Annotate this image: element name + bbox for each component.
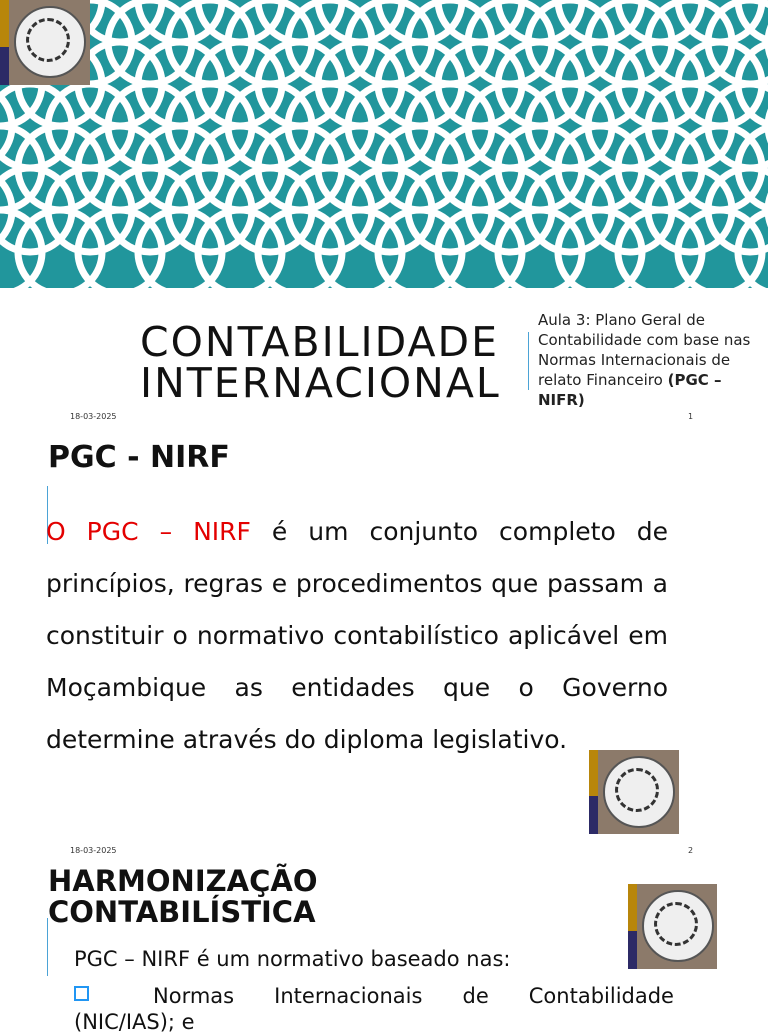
institute-logo bbox=[589, 750, 679, 834]
pattern-ring bbox=[138, 0, 222, 42]
list-item: Normas Internacionais de Contabilidade bbox=[74, 982, 674, 1010]
slide-title: CONTABILIDADE INTERNACIONAL bbox=[140, 318, 501, 407]
slide-date: 18-03-2025 bbox=[70, 846, 117, 855]
slide-heading: PGC - NIRF bbox=[48, 440, 230, 475]
slide-number: 1 bbox=[688, 412, 694, 421]
decorative-ring-pattern bbox=[0, 0, 768, 288]
pattern-ring bbox=[318, 0, 402, 42]
pattern-ring bbox=[198, 0, 282, 42]
pattern-ring bbox=[618, 0, 702, 42]
slide-date: 18-03-2025 bbox=[70, 412, 117, 421]
pattern-ring bbox=[498, 0, 582, 42]
pattern-ring bbox=[78, 0, 162, 42]
content-divider bbox=[47, 918, 48, 976]
institute-logo bbox=[628, 884, 717, 969]
pattern-ring bbox=[378, 0, 462, 42]
slide-heading: HARMONIZAÇÃO CONTABILÍSTICA bbox=[48, 864, 318, 929]
slide-number: 2 bbox=[688, 846, 694, 855]
body-paragraph: O PGC – NIRF é um conjunto completo de princípios, regras e procedimentos que passam a constituir o normativo contabilístico aplicável em Moçambique as entidades que o Governo determine através do diploma legislativo. bbox=[46, 517, 668, 754]
institute-logo bbox=[0, 0, 90, 85]
slide-subtitle: Aula 3: Plano Geral de Contabilidade com base nas Normas Internacionais de relato Financeiro (PGC – NIFR) bbox=[538, 311, 751, 409]
list-item-continuation: (NIC/IAS); e bbox=[74, 1010, 195, 1034]
pattern-ring bbox=[558, 0, 642, 42]
pattern-ring bbox=[258, 0, 342, 42]
intro-text: PGC – NIRF é um normativo baseado nas: bbox=[74, 947, 511, 971]
pattern-ring bbox=[678, 0, 762, 42]
checkbox-bullet-icon bbox=[74, 986, 89, 1001]
title-divider bbox=[528, 332, 529, 390]
pattern-ring bbox=[438, 0, 522, 42]
